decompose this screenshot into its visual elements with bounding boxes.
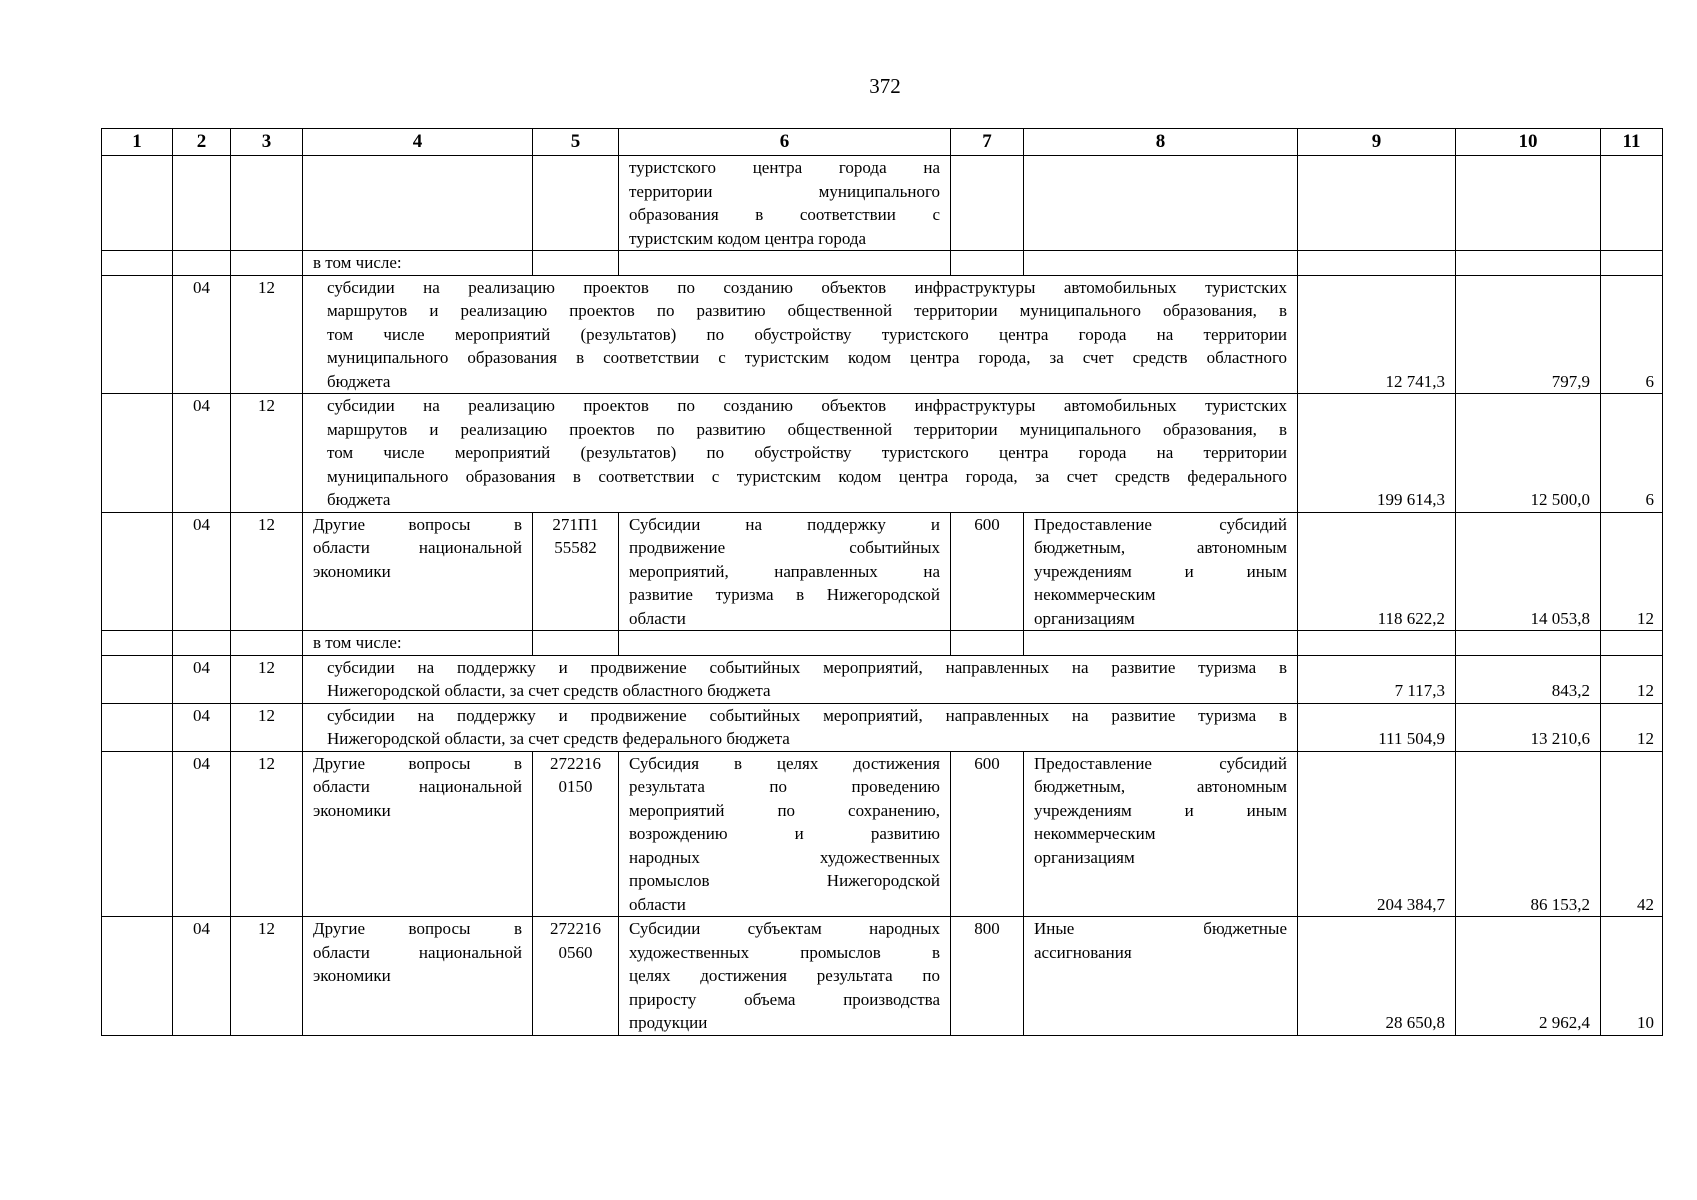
expense-type-name [1024, 917, 1298, 1036]
subsection-code: 12 [231, 703, 303, 751]
empty-cell [619, 251, 951, 276]
cell-text-line: Нижегородской области, за счет средств областного бюджета [327, 681, 771, 700]
header-cell: 1 [102, 129, 173, 156]
cell-text-line: учреждениям и иным [1034, 561, 1287, 581]
cell-text-line: бюджета [327, 490, 391, 509]
amount-value: 86 153,2 [1456, 751, 1601, 917]
empty-cell [102, 512, 173, 631]
header-cell: 5 [533, 129, 619, 156]
category-name [303, 917, 533, 1036]
cell-text-line: Нижегородской области, за счет средств федерального бюджета [327, 729, 790, 748]
cell-text-line: художественных промыслов в [629, 942, 940, 962]
empty-cell [533, 631, 619, 656]
expense-type-code: 800 [951, 917, 1024, 1036]
empty-cell [1298, 156, 1456, 251]
header-cell: 9 [1298, 129, 1456, 156]
amount-value: 13 210,6 [1456, 703, 1601, 751]
empty-cell [303, 156, 533, 251]
cell-text-line: развитие туризма в Нижегородской [629, 585, 940, 604]
cell-text-line: Иные бюджетные [1034, 919, 1287, 938]
table-row [102, 512, 1663, 631]
header-cell: 10 [1456, 129, 1601, 156]
empty-cell [1456, 631, 1601, 656]
description-cell [619, 751, 951, 917]
amount-total: 118 622,2 [1298, 512, 1456, 631]
cell-text-line: 0560 [558, 942, 593, 962]
cell-text-line: мероприятий, направленных на [629, 561, 940, 581]
category-name [303, 512, 533, 631]
empty-cell [951, 156, 1024, 251]
amount-total: 12 741,3 [1298, 275, 1456, 394]
header-cell: 3 [231, 129, 303, 156]
empty-cell [173, 156, 231, 251]
category-name [303, 751, 533, 917]
amount-total: 204 384,7 [1298, 751, 1456, 917]
cell-text-line: образования в соответствии с [629, 205, 940, 224]
empty-cell [102, 275, 173, 394]
cell-text-line: 272216 [550, 753, 601, 773]
page-number: 372 [869, 74, 901, 98]
cell-text-line: ассигнования [1034, 942, 1132, 962]
cell-text-line: мероприятий по сохранению, [629, 800, 940, 820]
subsidy-description [303, 703, 1298, 751]
cell-text-line: муниципального образования в соответствии с туристским кодом центра города, за счет средств федерального [327, 466, 1287, 486]
cell-text-line: Другие вопросы в [313, 919, 522, 938]
cell-text-line: маршрутов и реализацию проектов по развитию общественной территории муниципального образования, в [327, 301, 1287, 320]
cell-text-line: Предоставление субсидий [1034, 753, 1287, 773]
empty-cell [533, 251, 619, 276]
header-row [102, 129, 1663, 156]
empty-cell [1601, 251, 1663, 276]
expense-type-name [1024, 512, 1298, 631]
description-cell [619, 156, 951, 251]
cell-text-line: Другие вопросы в [313, 753, 522, 773]
cell-text-line: экономики [313, 800, 391, 820]
amount-value: 797,9 [1456, 275, 1601, 394]
empty-cell [231, 631, 303, 656]
cell-text-line: том числе мероприятий (результатов) по обустройству туристского центра города на территории [327, 324, 1287, 344]
cell-text-line: 272216 [550, 919, 601, 938]
empty-cell [951, 631, 1024, 656]
table-row [102, 917, 1663, 1036]
expense-type-code: 600 [951, 512, 1024, 631]
empty-cell [533, 156, 619, 251]
cell-text-line: приросту объема производства [629, 989, 940, 1009]
subsection-code: 12 [231, 751, 303, 917]
section-code: 04 [173, 655, 231, 703]
section-code: 04 [173, 512, 231, 631]
header-cell: 6 [619, 129, 951, 156]
empty-cell [231, 156, 303, 251]
cell-text-line: Другие вопросы в [313, 514, 522, 534]
table-row [102, 394, 1663, 513]
amount-total: 199 614,3 [1298, 394, 1456, 513]
budget-table [101, 128, 1663, 1036]
header-cell: 11 [1601, 129, 1663, 156]
cell-text-line: Субсидии на поддержку и [629, 514, 940, 534]
table-body [102, 129, 1663, 1036]
percent-value: 6 [1601, 394, 1663, 513]
cell-text-line: области национальной [313, 942, 522, 962]
empty-cell [1298, 631, 1456, 656]
amount-total: 28 650,8 [1298, 917, 1456, 1036]
empty-cell [1456, 251, 1601, 276]
header-cell: 4 [303, 129, 533, 156]
cell-text-line: некоммерческим [1034, 824, 1156, 843]
percent-value: 42 [1601, 751, 1663, 917]
amount-value: 14 053,8 [1456, 512, 1601, 631]
percent-value: 6 [1601, 275, 1663, 394]
empty-cell [1024, 156, 1298, 251]
cell-text-line: 0150 [558, 777, 593, 796]
subsection-code: 12 [231, 275, 303, 394]
cell-text-line: том числе мероприятий (результатов) по обустройству туристского центра города на территории [327, 443, 1287, 462]
cell-text-line: области [629, 894, 686, 914]
section-code: 04 [173, 703, 231, 751]
cell-text-line: результата по проведению [629, 777, 940, 796]
percent-value: 10 [1601, 917, 1663, 1036]
cell-text-line: промыслов Нижегородской [629, 871, 940, 890]
amount-total: 111 504,9 [1298, 703, 1456, 751]
table-row [102, 631, 1663, 656]
subsection-code: 12 [231, 655, 303, 703]
cell-text-line: муниципального образования в соответствии с туристским кодом центра города, за счет средств областного [327, 348, 1287, 367]
empty-cell [1456, 156, 1601, 251]
cell-text-line: туристского центра города на [629, 158, 940, 177]
subsidy-description [303, 394, 1298, 513]
section-code: 04 [173, 751, 231, 917]
empty-cell [102, 751, 173, 917]
empty-cell [173, 251, 231, 276]
expense-type-name [1024, 751, 1298, 917]
cell-text-line: территории муниципального [629, 181, 940, 201]
empty-cell [102, 917, 173, 1036]
header-cell: 7 [951, 129, 1024, 156]
cell-text-line: организациям [1034, 847, 1135, 867]
cell-text-line: туристским кодом центра города [629, 228, 867, 248]
empty-cell [102, 703, 173, 751]
subsidy-description [303, 655, 1298, 703]
cell-text-line: экономики [313, 966, 391, 985]
table-row [102, 251, 1663, 276]
empty-cell [1298, 251, 1456, 276]
table-row [102, 703, 1663, 751]
note-cell: в том числе: [303, 631, 533, 656]
empty-cell [102, 631, 173, 656]
amount-value: 843,2 [1456, 655, 1601, 703]
cell-text-line: области национальной [313, 538, 522, 557]
cell-text-line: Субсидии субъектам народных [629, 919, 940, 938]
cell-text-line: 271П1 [552, 514, 599, 534]
cell-text-line: экономики [313, 561, 391, 581]
percent-value: 12 [1601, 512, 1663, 631]
target-article-code [533, 917, 619, 1036]
description-cell [619, 512, 951, 631]
cell-text-line: целях достижения результата по [629, 966, 940, 985]
cell-text-line: бюджетным, автономным [1034, 538, 1287, 557]
empty-cell [1601, 631, 1663, 656]
target-article-code [533, 512, 619, 631]
amount-total: 7 117,3 [1298, 655, 1456, 703]
note-cell: в том числе: [303, 251, 533, 276]
cell-text-line: субсидии на реализацию проектов по созданию объектов инфраструктуры автомобильных туристских [327, 277, 1287, 297]
cell-text-line: бюджета [327, 371, 391, 391]
subsidy-description [303, 275, 1298, 394]
amount-value: 2 962,4 [1456, 917, 1601, 1036]
empty-cell [1601, 156, 1663, 251]
target-article-code [533, 751, 619, 917]
empty-cell [173, 631, 231, 656]
table-row [102, 655, 1663, 703]
empty-cell [102, 394, 173, 513]
cell-text-line: некоммерческим [1034, 585, 1156, 604]
cell-text-line: продукции [629, 1013, 708, 1032]
section-code: 04 [173, 394, 231, 513]
description-cell [619, 917, 951, 1036]
header-cell: 8 [1024, 129, 1298, 156]
cell-text-line: Субсидия в целях достижения [629, 753, 940, 773]
cell-text-line: субсидии на поддержку и продвижение событийных мероприятий, направленных на развитие туризма в [327, 657, 1287, 677]
subsection-code: 12 [231, 512, 303, 631]
cell-text-line: маршрутов и реализацию проектов по развитию общественной территории муниципального образования, в [327, 419, 1287, 439]
empty-cell [1024, 251, 1298, 276]
cell-text-line: народных художественных [629, 847, 940, 867]
empty-cell [1024, 631, 1298, 656]
empty-cell [231, 251, 303, 276]
subsection-code: 12 [231, 394, 303, 513]
percent-value: 12 [1601, 655, 1663, 703]
table-row [102, 275, 1663, 394]
section-code: 04 [173, 917, 231, 1036]
empty-cell [102, 251, 173, 276]
subsection-code: 12 [231, 917, 303, 1036]
header-cell: 2 [173, 129, 231, 156]
cell-text-line: возрождению и развитию [629, 824, 940, 843]
cell-text-line: области [629, 608, 686, 628]
empty-cell [619, 631, 951, 656]
cell-text-line: организациям [1034, 608, 1135, 628]
cell-text-line: Предоставление субсидий [1034, 514, 1287, 534]
expense-type-code: 600 [951, 751, 1024, 917]
cell-text-line: учреждениям и иным [1034, 800, 1287, 820]
percent-value: 12 [1601, 703, 1663, 751]
cell-text-line: 55582 [554, 538, 597, 557]
empty-cell [102, 655, 173, 703]
amount-value: 12 500,0 [1456, 394, 1601, 513]
table-row [102, 156, 1663, 251]
cell-text-line: области национальной [313, 777, 522, 796]
section-code: 04 [173, 275, 231, 394]
cell-text-line: субсидии на реализацию проектов по созданию объектов инфраструктуры автомобильных туристских [327, 396, 1287, 415]
table-row [102, 751, 1663, 917]
cell-text-line: бюджетным, автономным [1034, 777, 1287, 796]
empty-cell [102, 156, 173, 251]
empty-cell [951, 251, 1024, 276]
cell-text-line: субсидии на поддержку и продвижение событийных мероприятий, направленных на развитие туризма в [327, 705, 1287, 725]
cell-text-line: продвижение событийных [629, 538, 940, 557]
